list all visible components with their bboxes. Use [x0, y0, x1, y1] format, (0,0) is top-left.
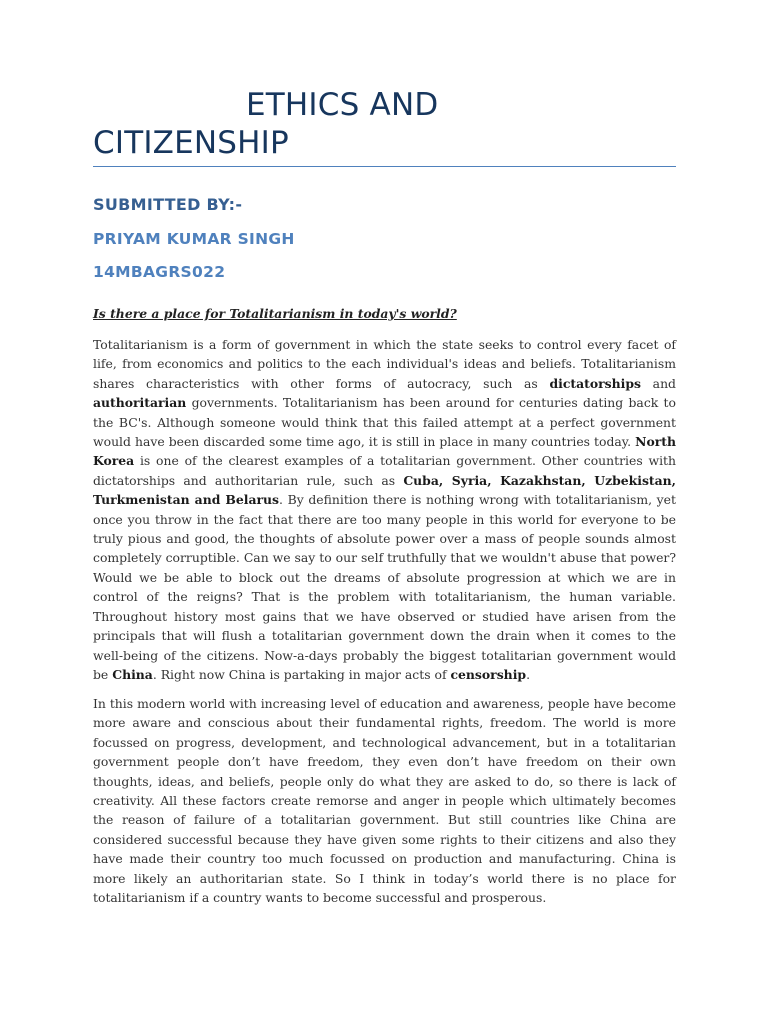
term-china: China	[112, 666, 153, 682]
paragraph-1-text-2: and	[641, 375, 676, 391]
paragraph-1-text-4: is one of the clearest examples of a totalitarian government. Other countries with dictatorships and authoritarian rule, such as	[93, 453, 676, 488]
paragraph-1	[93, 335, 676, 684]
title-line-1: ETHICS AND	[246, 87, 439, 123]
paragraph-1-text-3: governments. Totalitarianism has been around for centuries dating back to the BC's. Although someone would think that this failed attempt at a perfect government would have been discarded some time ago, it is still in place in many countries today.	[93, 395, 676, 450]
essay-question: Is there a place for Totalitarianism in today's world?	[93, 306, 457, 321]
term-north-korea: North Korea	[93, 434, 676, 469]
paragraph-1-text-7: .	[526, 666, 531, 682]
term-authoritarian: authoritarian	[93, 395, 187, 411]
title-line-2: CITIZENSHIP	[93, 125, 289, 161]
author-name: PRIYAM KUMAR SINGH	[93, 230, 295, 248]
term-dictatorships: dictatorships	[549, 375, 641, 391]
document-title	[93, 86, 693, 162]
paragraph-1-text-1: Totalitarianism is a form of government in which the state seeks to control every facet of life, from economics and politics to the each individual's ideas and beliefs. Totalitarianism shares characteristics with other forms of autocracy, such as	[93, 337, 676, 391]
paragraph-2: In this modern world with increasing level of education and awareness, people have become more aware and conscious about their fundamental rights, freedom. The world is more focussed on progress, development, and technological advancement, but in a totalitarian government people don’t have freedom, they even don’t have freedom on their own thoughts, ideas, and beliefs, people only do what they are asked to do, so there is lack of creativity. All these factors create remorse and anger in people which ultimately becomes the reason of failure of a totalitarian government. But still countries like China are considered successful because they have given some rights to their citizens and also they have made their country too much focussed on production and manufacturing. China is more likely an authoritarian state. So I think in today’s world there is no place for totalitarianism if a country wants to become successful and prosperous.	[93, 696, 676, 906]
paragraph-1-text-5: . By definition there is nothing wrong with totalitarianism, yet once you throw in the fact that there are too many people in this world for everyone to be truly pious and good, the thoughts of absolute power over a mass of people sounds almost completely corruptible. Can we say to our self truthfully that we wouldn't abuse that power? Would we be able to block out the dreams of absolute progression at which we are in control of the reigns? That is the problem with totalitarianism, the human variable. Throughout history most gains that we have observed or studied have arisen from the principals that will flush a totalitarian government down the drain when it comes to the well-being of the citizens. Now-a-days probably the biggest totalitarian government would be	[93, 492, 676, 682]
term-censorship: censorship	[450, 666, 527, 682]
submitted-by-label: SUBMITTED BY:-	[93, 195, 243, 214]
paragraph-1-text-6: . Right now China is partaking in major acts of	[152, 666, 451, 682]
roll-number: 14MBAGRS022	[93, 263, 226, 281]
title-divider	[93, 166, 676, 167]
term-countries-list: Cuba, Syria, Kazakhstan, Uzbekistan, Turkmenistan and Belarus	[93, 472, 676, 508]
